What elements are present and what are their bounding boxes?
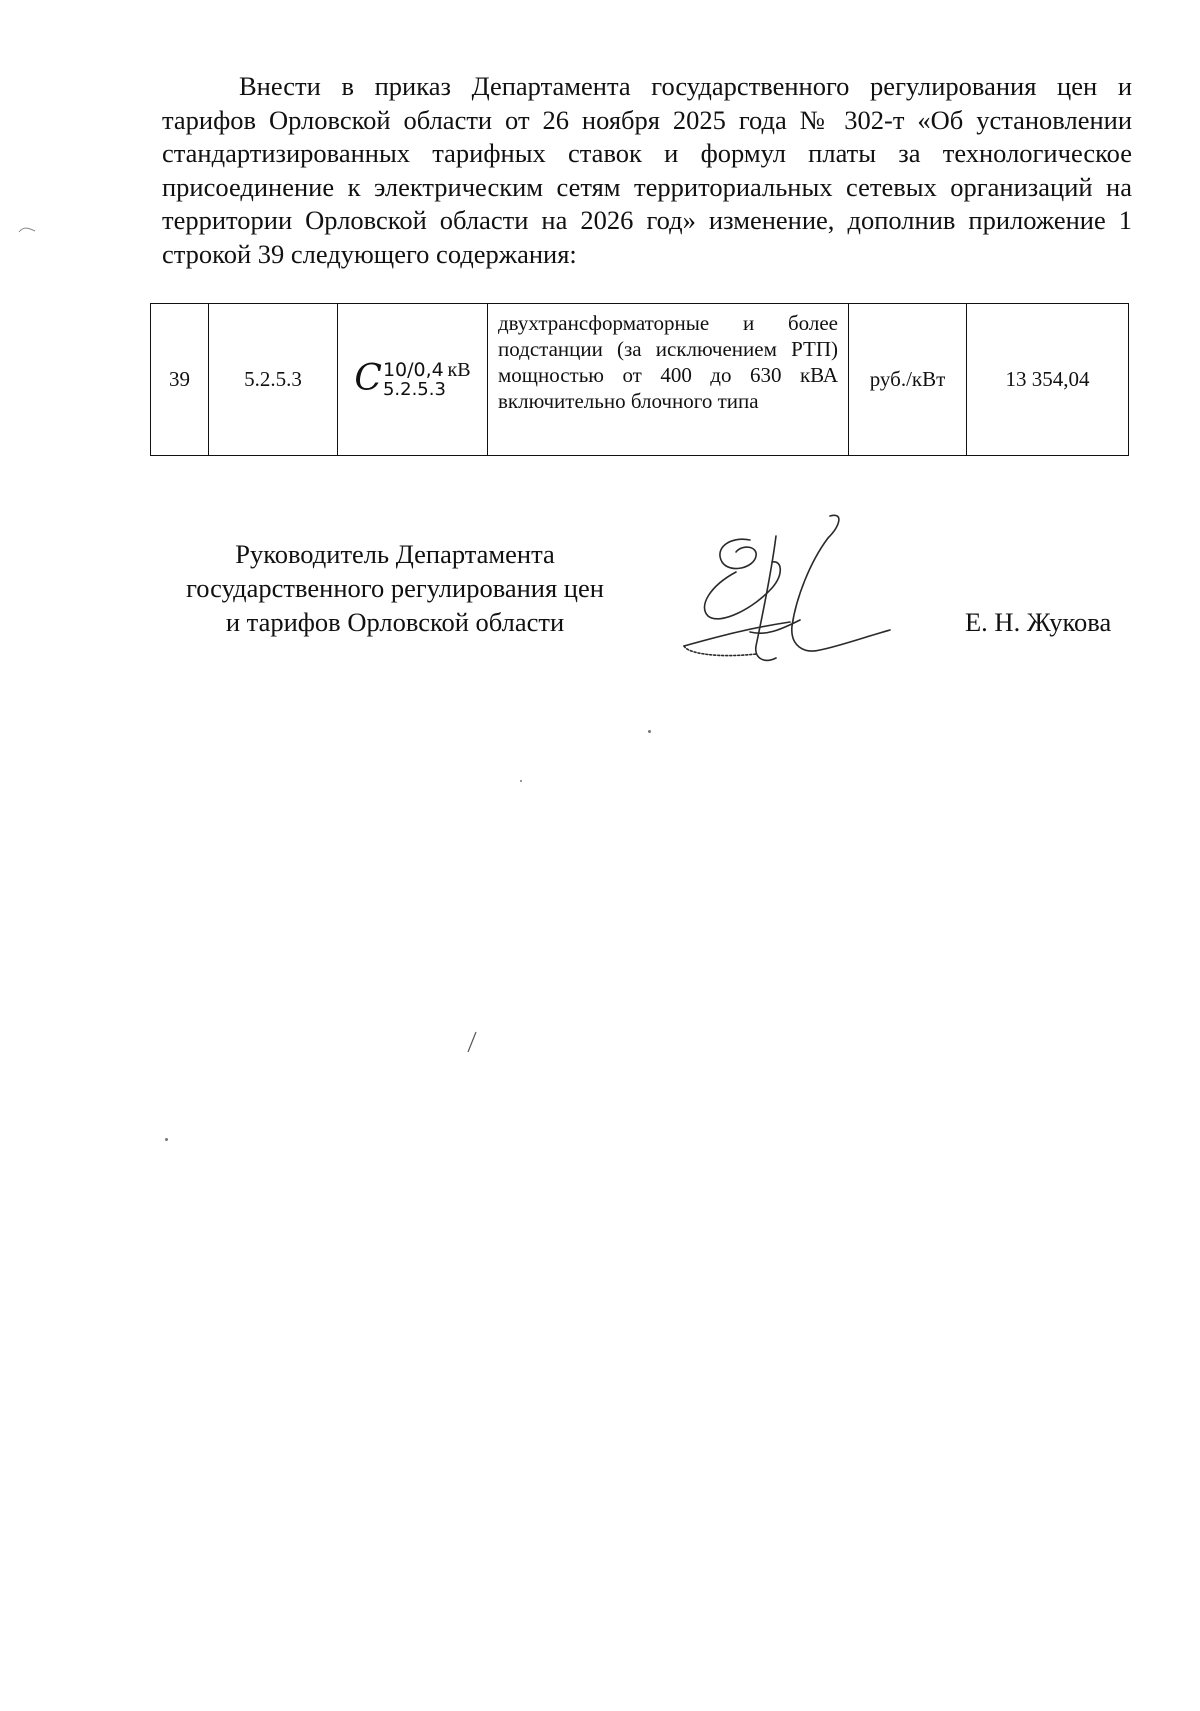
scan-stroke (18, 226, 36, 234)
table-row (151, 304, 1129, 456)
formula-cell (338, 304, 488, 456)
tariff-formula (354, 360, 470, 400)
unit-cell (849, 304, 967, 456)
position-line-1: Руководитель Департамента (235, 539, 555, 569)
signer-name: Е. Н. Жукова (965, 607, 1112, 637)
scan-speck (520, 780, 522, 782)
description-cell (488, 304, 849, 456)
row-description: двухтрансформаторные и более подстанции (за исключением РТП) мощностью от 400 до 630 кВА включительно блочного типа (498, 311, 838, 413)
position-line-2: государственного регулирования цен (186, 573, 604, 603)
formula-superscript-value: 10/0,4 (382, 358, 444, 381)
formula-symbol: C (354, 358, 382, 400)
amendment-table (150, 303, 1129, 456)
intro-paragraph: Внести в приказ Департамента государственного регулирования цен и тарифов Орловской области от 26 ноября 2025 года № 302-т «Об установлении стандартизированных тарифных ставок и формул платы за технологическое присоединение к электрическим сетям территориальных сетевых организаций на территории Орловской области на 2026 год» изменение, дополнив приложение 1 строкой 39 следующего содержания: (162, 71, 1132, 269)
value-cell (967, 304, 1129, 456)
row-number-cell (151, 304, 209, 456)
scan-stroke (466, 1030, 478, 1054)
row-code: 5.2.5.3 (244, 367, 302, 391)
handwritten-signature (680, 508, 920, 678)
row-unit: руб./кВт (869, 367, 946, 391)
formula-subscript: 5.2.5.3 (382, 378, 446, 400)
formula-superscript (383, 360, 471, 381)
row-value: 13 354,04 (1005, 367, 1090, 391)
signatory-position (160, 537, 630, 639)
formula-scripts (383, 360, 471, 400)
position-line-3: и тарифов Орловской области (225, 607, 565, 637)
row-number: 39 (169, 367, 190, 391)
scan-speck (648, 730, 651, 733)
scan-speck (165, 1138, 168, 1141)
code-cell (209, 304, 338, 456)
formula-superscript-unit: кВ (447, 358, 471, 381)
